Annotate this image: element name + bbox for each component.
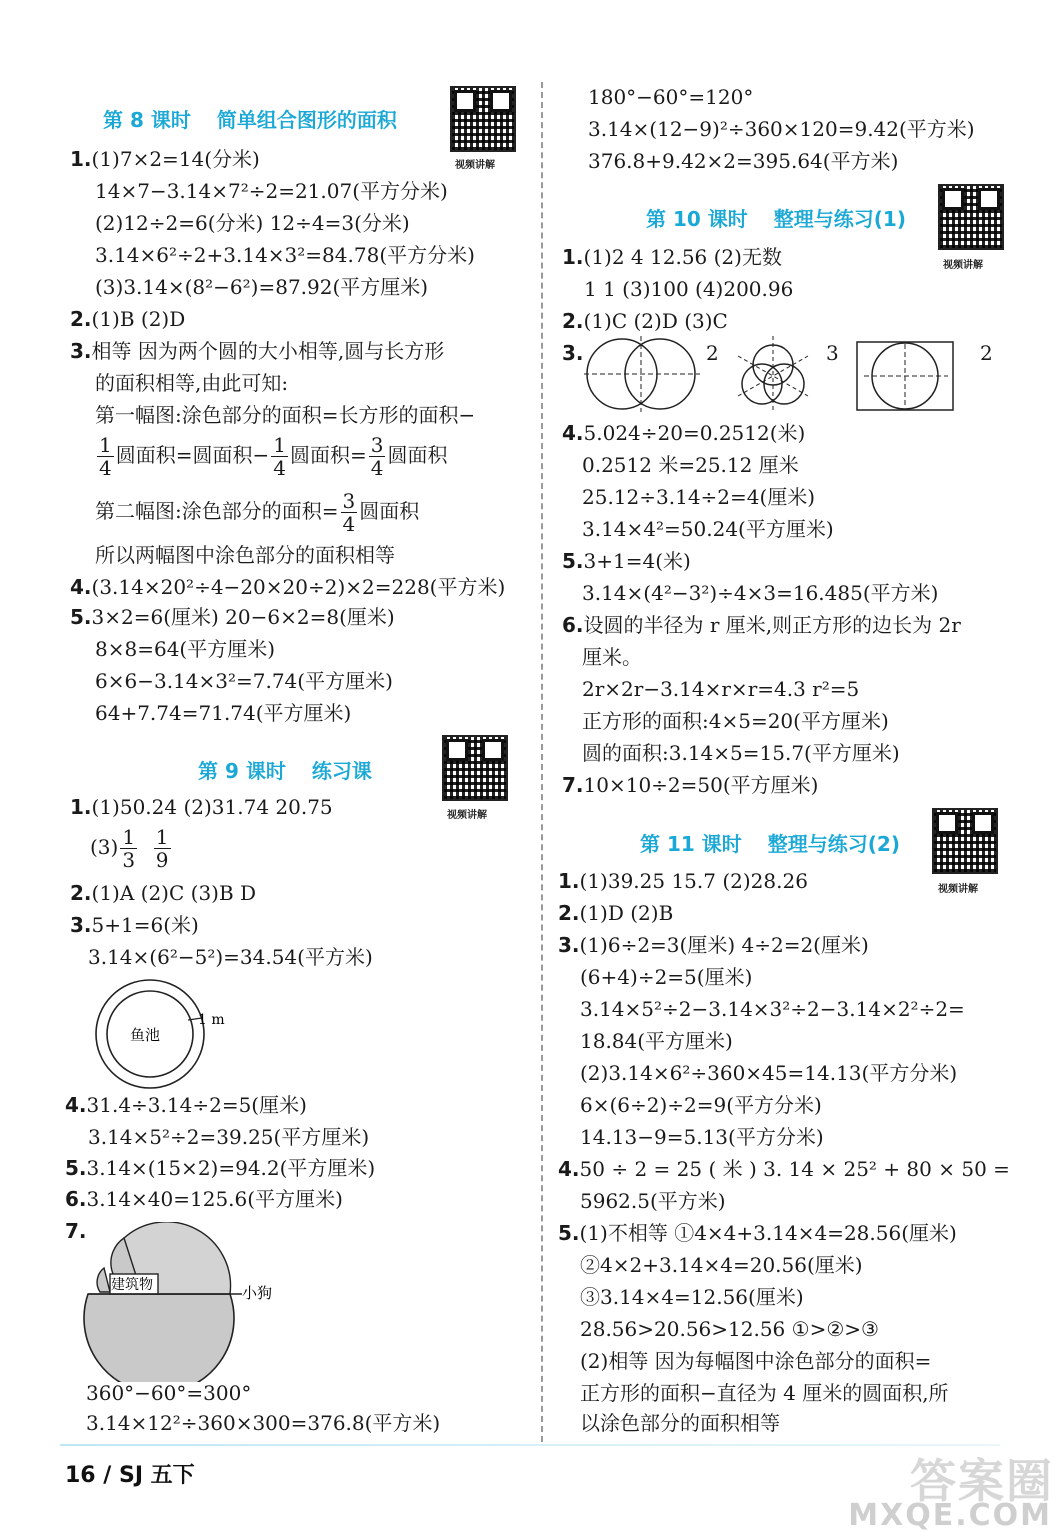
lesson-title: 练习课 <box>311 759 372 783</box>
column-divider <box>541 82 543 1442</box>
answer-line: (6+4)÷2=5(厘米) <box>580 965 753 989</box>
lesson-10-header <box>646 203 906 232</box>
question-number: 1. <box>558 869 580 893</box>
answer-line: ③3.14×4=12.56(厘米) <box>580 1285 804 1309</box>
building-label: 建筑物 <box>111 1277 153 1293</box>
answer-line <box>70 146 260 172</box>
question-number: 4. <box>65 1093 87 1117</box>
answer-line: 360°−60°=300° <box>86 1381 252 1405</box>
dog-figure <box>80 1222 290 1382</box>
qr-code-icon[interactable] <box>932 808 998 874</box>
answer-text: (1)7×2=14(分米) <box>91 147 260 171</box>
answer-text: (1)2 4 12.56 (2)无数 <box>583 245 782 269</box>
answer-line <box>65 1155 375 1181</box>
fraction-line <box>95 486 419 536</box>
symmetry-figure-2 <box>732 334 814 414</box>
fraction <box>120 826 137 871</box>
answer-line: 2r×2r−3.14×r×r=4.3 r²=5 <box>582 677 860 701</box>
video-label[interactable]: 视频讲解 <box>447 810 487 821</box>
question-number: 3. <box>70 913 92 937</box>
qr-code-icon[interactable] <box>938 184 1004 250</box>
answer-text: (3.14×20²÷4−20×20÷2)×2=228(平方米) <box>91 575 506 599</box>
answer-text: 5.024÷20=0.2512(米) <box>583 421 806 445</box>
question-number: 6. <box>65 1187 87 1211</box>
left-small-sector <box>97 1268 110 1292</box>
question-number: 4. <box>70 575 92 599</box>
answer-line <box>558 900 673 926</box>
fraction <box>369 434 386 479</box>
answer-text: (1)B (2)D <box>91 307 186 331</box>
answer-line <box>70 574 505 600</box>
denominator: 3 <box>122 848 136 872</box>
fraction <box>271 434 288 479</box>
answer-line <box>70 604 395 630</box>
answer-line: 以涂色部分的面积相等 <box>580 1411 780 1435</box>
answer-text: 3×2=6(厘米) 20−6×2=8(厘米) <box>91 605 395 629</box>
answer-line: 8×8=64(平方厘米) <box>95 637 276 661</box>
denominator: 4 <box>370 456 384 480</box>
question-number: 1. <box>70 147 92 171</box>
page-number: 16 / SJ 五下 <box>65 1463 195 1488</box>
axis-count: 2 <box>706 341 719 365</box>
lesson-8-header <box>103 104 397 133</box>
answer-line: 14×7−3.14×7²÷2=21.07(平方分米) <box>95 179 448 203</box>
answer-line: 5962.5(平方米) <box>580 1189 726 1213</box>
numerator: 1 <box>273 433 286 457</box>
answer-line: 1 1 (3)100 (4)200.96 <box>584 277 794 301</box>
lesson-number: 第 8 课时 <box>103 108 191 132</box>
question-number: 3. <box>558 933 580 957</box>
answer-text: 设圆的半径为 r 厘米,则正方形的边长为 2r <box>583 613 961 637</box>
video-label[interactable]: 视频讲解 <box>455 160 495 171</box>
lesson-number: 第 10 课时 <box>646 207 748 231</box>
lesson-9-header <box>198 755 372 784</box>
qr-code-icon[interactable] <box>442 735 508 801</box>
answer-line <box>558 868 808 894</box>
numerator: 1 <box>155 825 169 849</box>
question-number: 5. <box>65 1156 87 1180</box>
answer-line <box>558 932 869 958</box>
answer-line <box>65 1092 307 1118</box>
fraction <box>97 434 114 479</box>
circle <box>742 364 782 404</box>
dog-label: 小狗 <box>242 1284 273 1302</box>
answer-line: 64+7.74=71.74(平方厘米) <box>95 701 352 725</box>
question-number: 3. <box>70 339 92 363</box>
answer-text: 圆面积=圆面积− <box>115 443 270 467</box>
qr-code-icon[interactable] <box>450 86 516 152</box>
axis-count: 3 <box>826 341 839 365</box>
question-number: 3. <box>562 341 584 365</box>
answer-line: 6×6−3.14×3²=7.74(平方厘米) <box>95 669 393 693</box>
axis-line <box>738 356 808 396</box>
answer-text: 圆面积= <box>289 443 367 467</box>
lesson-number: 第 11 课时 <box>640 832 742 856</box>
symmetry-figure-3 <box>856 340 956 412</box>
fraction-line <box>95 430 447 480</box>
axis-line <box>738 356 808 396</box>
answer-line: (2)12÷2=6(分米) 12÷4=3(分米) <box>95 211 410 235</box>
question-number: 2. <box>70 307 92 331</box>
question-number: 1. <box>70 795 92 819</box>
answer-line <box>562 244 782 270</box>
lesson-title: 简单组合图形的面积 <box>216 108 397 132</box>
lesson-number: 第 9 课时 <box>198 759 286 783</box>
answer-text: 圆面积 <box>359 499 420 523</box>
answer-text: 圆面积 <box>387 443 448 467</box>
answer-text: 3.14×40=125.6(平方厘米) <box>86 1187 343 1211</box>
answer-line <box>562 308 728 334</box>
question-number: 2. <box>558 901 580 925</box>
answer-line <box>70 794 333 820</box>
answer-line: 6×(6÷2)÷2=9(平方分米) <box>580 1093 822 1117</box>
video-label[interactable]: 视频讲解 <box>938 884 978 895</box>
answer-line <box>562 772 818 798</box>
answer-line: 3.14×5²÷2=39.25(平方厘米) <box>88 1125 370 1149</box>
answer-line: 0.2512 米=25.12 厘米 <box>582 453 799 477</box>
symmetry-figure-1 <box>580 336 720 412</box>
answer-text: (1)50.24 (2)31.74 20.75 <box>91 795 333 819</box>
answer-line: 18.84(平方厘米) <box>580 1029 733 1053</box>
answer-line <box>562 548 691 574</box>
question-number: 5. <box>70 605 92 629</box>
numerator: 1 <box>99 433 112 457</box>
denominator: 4 <box>273 456 286 480</box>
answer-text: 相等 因为两个圆的大小相等,圆与长方形 <box>91 339 445 363</box>
lesson-title: 整理与练习(2) <box>767 832 900 856</box>
answer-line <box>65 1186 343 1212</box>
question-number: 7. <box>65 1219 87 1243</box>
footer-rule <box>60 1444 1000 1446</box>
question-number: 5. <box>562 549 584 573</box>
large-sector <box>84 1294 234 1382</box>
answer-line: 28.56>20.56>12.56 ①>②>③ <box>580 1317 879 1341</box>
answer-text: (1)6÷2=3(厘米) 4÷2=2(厘米) <box>579 933 869 957</box>
axis-count: 2 <box>980 341 993 365</box>
answer-text: (3) <box>90 835 119 859</box>
answer-line: (3)3.14×(8²−6²)=87.92(平方厘米) <box>95 275 429 299</box>
answer-line: 厘米。 <box>582 645 642 669</box>
numerator: 3 <box>342 489 356 513</box>
answer-text: (1)D (2)B <box>579 901 674 925</box>
answer-line: 376.8+9.42×2=395.64(平方米) <box>588 149 899 173</box>
video-label[interactable]: 视频讲解 <box>943 260 983 271</box>
watermark-url: MXQE.COM <box>848 1498 1052 1533</box>
answer-line: 3.14×(6²−5²)=34.54(平方米) <box>88 945 373 969</box>
circle <box>587 339 657 409</box>
numerator: 1 <box>122 825 136 849</box>
answer-line: 正方形的面积−直径为 4 厘米的圆面积,所 <box>580 1381 949 1405</box>
answer-line <box>70 912 199 938</box>
fraction-line <box>90 822 173 872</box>
answer-line: 圆的面积:3.14×5=15.7(平方厘米) <box>582 741 900 765</box>
answer-text: 3+1=4(米) <box>583 549 691 573</box>
answer-line: (2)相等 因为每幅图中涂色部分的面积= <box>580 1349 932 1373</box>
numerator: 3 <box>370 433 384 457</box>
answer-line: 3.14×6²÷2+3.14×3²=84.78(平方分米) <box>95 243 475 267</box>
answer-text: 第二幅图:涂色部分的面积= <box>95 499 339 523</box>
answer-text: 5+1=6(米) <box>91 913 199 937</box>
answer-line: 正方形的面积:4×5=20(平方厘米) <box>582 709 889 733</box>
question-number: 2. <box>562 309 584 333</box>
answer-line: ②4×2+3.14×4=20.56(厘米) <box>580 1253 863 1277</box>
answer-line: 所以两幅图中涂色部分的面积相等 <box>95 543 395 567</box>
answer-line <box>558 1156 1010 1182</box>
answer-line: 25.12÷3.14÷2=4(厘米) <box>582 485 816 509</box>
pond-label: 鱼池 <box>130 1026 161 1044</box>
answer-line: 180°−60°=120° <box>588 85 754 109</box>
answer-text: (1)A (2)C (3)B D <box>91 881 257 905</box>
answer-line: 3.14×4²=50.24(平方厘米) <box>582 517 834 541</box>
answer-text: 10×10÷2=50(平方厘米) <box>583 773 819 797</box>
lesson-title: 整理与练习(1) <box>773 207 906 231</box>
width-label: 1 m <box>198 1012 225 1028</box>
question-number: 7. <box>562 773 584 797</box>
fraction <box>154 826 171 871</box>
denominator: 4 <box>99 456 112 480</box>
question-number: 2. <box>70 881 92 905</box>
pond-figure <box>80 978 250 1090</box>
question-number: 5. <box>558 1221 580 1245</box>
answer-line: 的面积相等,由此可知: <box>95 371 289 395</box>
answer-text: 3.14×(15×2)=94.2(平方厘米) <box>86 1156 376 1180</box>
answer-line: 第一幅图:涂色部分的面积=长方形的面积− <box>95 403 476 427</box>
answer-line: 14.13−9=5.13(平方分米) <box>580 1125 824 1149</box>
fraction <box>341 490 358 535</box>
answer-line: (2)3.14×6²÷360×45=14.13(平方分米) <box>580 1061 958 1085</box>
answer-line <box>70 880 256 906</box>
question-number: 1. <box>562 245 584 269</box>
answer-line: 3.14×(4²−3²)÷4×3=16.485(平方米) <box>582 581 939 605</box>
answer-line: 3.14×12²÷360×300=376.8(平方米) <box>86 1411 441 1435</box>
answer-line <box>70 338 444 364</box>
denominator: 4 <box>342 512 356 536</box>
answer-text: (1)不相等 ①4×4+3.14×4=28.56(厘米) <box>579 1221 957 1245</box>
answer-line <box>562 612 961 638</box>
answer-text: (1)39.25 15.7 (2)28.26 <box>579 869 808 893</box>
answer-line <box>70 306 185 332</box>
question-number: 4. <box>558 1157 580 1181</box>
question-number: 6. <box>562 613 584 637</box>
answer-text: (1)C (2)D (3)C <box>583 309 728 333</box>
denominator: 9 <box>155 848 169 872</box>
lesson-11-header <box>640 828 900 857</box>
question-number: 4. <box>562 421 584 445</box>
answer-text: 31.4÷3.14÷2=5(厘米) <box>86 1093 307 1117</box>
answer-line: 3.14×5²÷2−3.14×3²÷2−3.14×2²÷2= <box>580 997 965 1021</box>
answer-line: 3.14×(12−9)²÷360×120=9.42(平方米) <box>588 117 975 141</box>
answer-text: 50 ÷ 2 = 25 ( 米 ) 3. 14 × 25² + 80 × 50 = <box>579 1157 1010 1181</box>
answer-line <box>562 420 805 446</box>
answer-line <box>558 1220 957 1246</box>
watermark-logo: 答案圈 <box>910 1454 1054 1508</box>
